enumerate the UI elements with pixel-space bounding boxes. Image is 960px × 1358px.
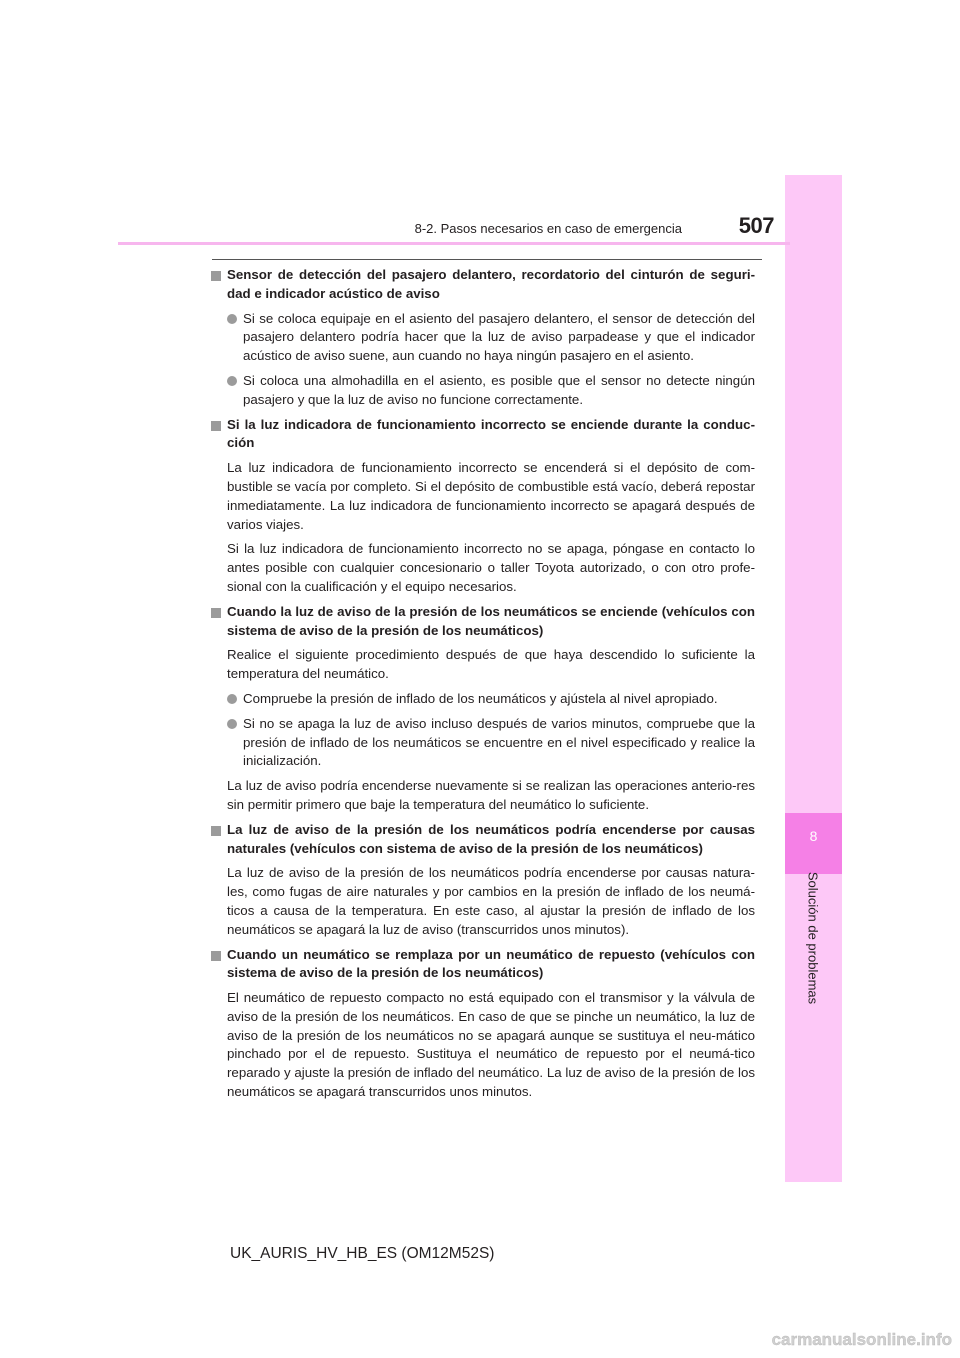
content-divider bbox=[212, 259, 762, 260]
bullet-item: Compruebe la presión de inflado de los neumáticos y ajústela al nivel apropiado. bbox=[211, 690, 755, 709]
chapter-number: 8 bbox=[809, 828, 818, 844]
watermark-text: carmanualsonline.info bbox=[771, 1330, 952, 1349]
paragraph: La luz de aviso de la presión de los neumáticos podría encenderse por causas natura-les, como fugas de aire naturales y por cambios en la presión de inflado de los neumá-ticos a causa de la temperatura. En este caso, al ajustar la presión de inflado de los neumáticos se apagará la luz de aviso (transcurridos unos minutos). bbox=[227, 865, 755, 937]
section-heading: La luz de aviso de la presión de los neumáticos podría encenderse por causas naturales (vehículos con sistema de aviso de la presión de los neumáticos) bbox=[211, 821, 755, 859]
section-heading: Si la luz indicadora de funcionamiento incorrecto se enciende durante la conduc-ción bbox=[211, 416, 755, 454]
document-code: UK_AURIS_HV_HB_ES (OM12M52S) bbox=[230, 1245, 495, 1262]
paragraph: La luz de aviso podría encenderse nuevamente si se realizan las operaciones anterio-res sin permitir primero que baje la temperatura del neumático lo suficiente. bbox=[227, 778, 755, 812]
section-heading: Sensor de detección del pasajero delantero, recordatorio del cinturón de seguri-dad e indicador acústico de aviso bbox=[211, 266, 755, 304]
bullet-item: Si no se apaga la luz de aviso incluso después de varios minutos, compruebe que la presión de inflado de los neumáticos se encuentre en el nivel especificado y realice la inicialización. bbox=[211, 715, 755, 771]
bullet-item: Si se coloca equipaje en el asiento del pasajero delantero, el sensor de detección del pasajero delantero podría hacer que la luz de aviso parpadease y que el indicador acústico de aviso suene, aun cuando no haya ningún pasajero en el asiento. bbox=[211, 310, 755, 366]
paragraph: Realice el siguiente procedimiento después de que haya descendido lo suficiente la temperatura del neumático. bbox=[227, 647, 755, 682]
bullet-item: Si coloca una almohadilla en el asiento, es posible que el sensor no detecte ningún pasajero y que la luz de aviso no funcione correctamente. bbox=[211, 372, 755, 410]
page-content bbox=[211, 266, 755, 1108]
watermark bbox=[752, 1327, 953, 1351]
section-title: 8-2. Pasos necesarios en caso de emergencia bbox=[414, 221, 682, 236]
paragraph: El neumático de repuesto compacto no está equipado con el transmisor y la válvula de aviso de la presión de los neumáticos. En caso de que se pinche un neumático, la luz de aviso de la presión de los neumáticos no se apagará aunque se sustituya el neu-mático pinchado por el de repuesto. Sustituya el neumático de repuesto por el neumá-tico reparado y ajuste la presión de inflado del neumático. La luz de aviso de la presión de los neumáticos se apagará transcurridos unos minutos. bbox=[227, 990, 755, 1100]
paragraph: La luz indicadora de funcionamiento incorrecto se encenderá si el depósito de com-bustible se vacía por completo. Si el depósito de combustible está vacío, deberá repostar inmediatamente. La luz indicadora de funcionamiento incorrecto se apagará después de varios viajes. bbox=[227, 460, 755, 532]
header-divider bbox=[118, 242, 790, 245]
chapter-title: Solución de problemas bbox=[805, 871, 821, 1005]
section-heading: Cuando la luz de aviso de la presión de los neumáticos se enciende (vehículos con sistema de aviso de la presión de los neumáticos) bbox=[211, 603, 755, 641]
paragraph: Si la luz indicadora de funcionamiento incorrecto no se apaga, póngase en contacto lo antes posible con cualquier concesionario o taller Toyota autorizado, o con otro profe-sional con la cualificación y el equipo necesarios. bbox=[227, 541, 755, 594]
page-number: 507 bbox=[738, 213, 774, 238]
section-heading: Cuando un neumático se remplaza por un neumático de repuesto (vehículos con sistema de aviso de la presión de los neumáticos) bbox=[211, 946, 755, 984]
chapter-sidebar bbox=[785, 175, 842, 1182]
